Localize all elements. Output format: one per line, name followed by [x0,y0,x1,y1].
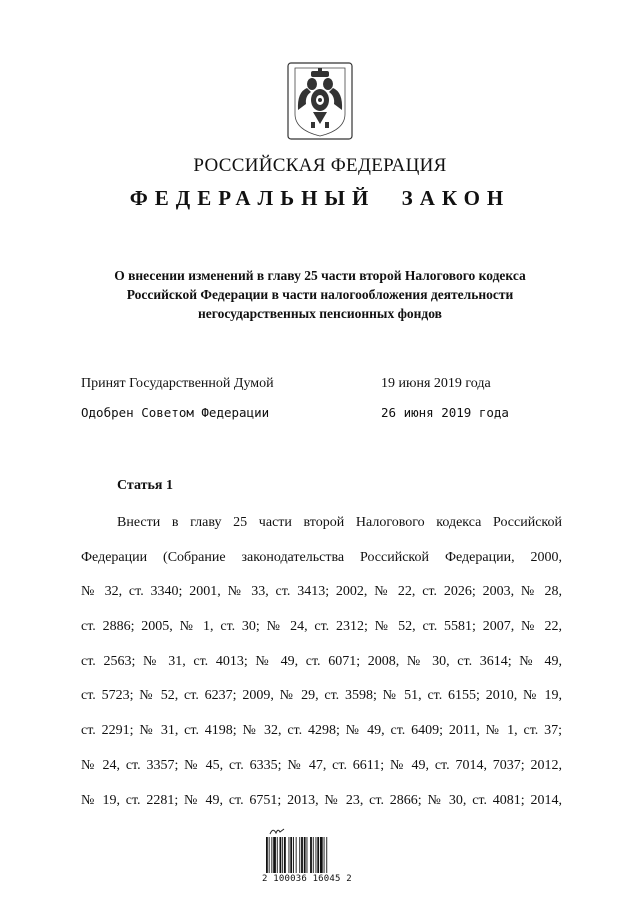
country-name: РОССИЙСКАЯ ФЕДЕРАЦИЯ [193,155,447,176]
article-line: ст. 5723; № 52, ст. 6237; 2009, № 29, ст. 3598; № 51, ст. 6155; 2010, № 19, [81,688,562,704]
law-title-line: Российской Федерации в части налогообложения деятельности [126,287,514,302]
article-line: № 24, ст. 3357; № 45, ст. 6335; № 47, ст. 6611; № 49, ст. 7014, 7037; 2012, [81,757,562,773]
council-approval-label: Одобрен Советом Федерации [81,405,270,420]
coat-of-arms-emblem [287,62,353,140]
article-line: Внести в главу 25 части второй Налогового кодекса Российской [117,515,562,530]
article-line: № 32, ст. 3340; 2001, № 33, ст. 3413; 2002, № 22, ст. 2026; 2003, № 28, [81,584,562,600]
law-title-line: негосударственных пенсионных фондов [198,306,442,321]
duma-adoption-date: 19 июня 2019 года [381,376,491,391]
article-heading: Статья 1 [117,478,173,493]
law-type-heading: ФЕДЕРАЛЬНЫЙ ЗАКОН [129,186,511,210]
council-approval-date: 26 июня 2019 года [381,405,509,420]
article-line: ст. 2291; № 31, ст. 4198; № 32, ст. 4298; № 49, ст. 6409; 2011, № 1, ст. 37; [81,723,562,739]
article-line: Федерации (Собрание законодательства Российской Федерации, 2000, [81,549,562,565]
barcode-icon [266,837,348,873]
law-title-line: О внесении изменений в главу 25 части второй Налогового кодекса [114,268,526,283]
law-title [70,266,570,323]
article-body [81,506,562,818]
article-line: № 19, ст. 2281; № 49, ст. 6751; 2013, № 23, ст. 2866; № 30, ст. 4081; 2014, [81,792,562,808]
article-line: ст. 2563; № 31, ст. 4013; № 49, ст. 6071; 2008, № 30, ст. 3614; № 49, [81,653,562,669]
duma-adoption-label: Принят Государственной Думой [81,376,274,391]
barcode-block [262,826,352,886]
barcode-number: 2 100036 16045 2 [262,874,352,884]
article-line: ст. 2886; 2005, № 1, ст. 30; № 24, ст. 2312; № 52, ст. 5581; 2007, № 22, [81,619,562,635]
